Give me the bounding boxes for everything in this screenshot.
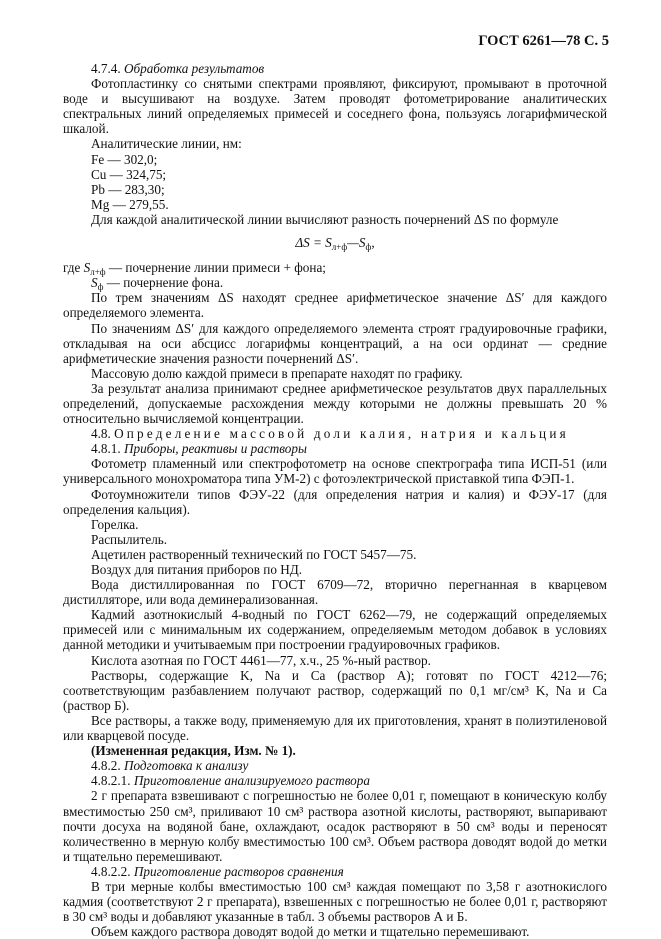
paragraph: Горелка.	[91, 516, 139, 532]
paragraph: По значениям ΔS′ для каждого определяемого элемента строят градуировочные графики, откладывая на оси абсцисс логарифмы концентраций, а на оси ординат — средние арифметические значения разности почернений ΔS′.	[63, 320, 607, 366]
list-item: Cu — 324,75;	[91, 166, 167, 182]
paragraph: Кадмий азотнокислый 4-водный по ГОСТ 6262—79, не содержащий определяемых примесей или с минимальным их содержанием, определяемым методом добавок в условиях данной методики и учитываемым при построении градуировочных графиков.	[63, 607, 607, 653]
paragraph: Фотоумножители типов ФЭУ-22 (для определения натрия и калия) и ФЭУ-17 (для определения кальция).	[63, 486, 607, 517]
paragraph: Вода дистиллированная по ГОСТ 6709—72, вторично перегнанная в кварцевом дистилляторе, или вода деминерализованная.	[63, 577, 607, 608]
list-item: Mg — 279,55.	[91, 196, 169, 212]
list-item: Fe — 302,0;	[91, 151, 158, 167]
formula-legend-2: $S_ф$ — почернение фона.	[91, 275, 224, 293]
paragraph: Кислота азотная по ГОСТ 4461—77, х.ч., 25 %-ный раствор.	[91, 652, 431, 668]
document-body	[63, 61, 607, 939]
paragraph: 2 г препарата взвешивают с погрешностью не более 0,01 г, помещают в коническую колбу вместимостью 250 см³, приливают 10 см³ раствора азотной кислоты, растворяют, выпаривают почти досуха на водяной бане, охлаждают, осадок растворяют в 50 см³ воды и переносят количественно в мерную колбу вместимостью 100 см³. Объем раствора доводят водой до метки и тщательно перемешивают.	[63, 788, 607, 864]
section-heading-4-8-2-1: 4.8.2.1. Приготовление анализируемого раствора	[91, 773, 370, 789]
section-heading-4-8-2-2: 4.8.2.2. Приготовление растворов сравнения	[91, 863, 344, 879]
paragraph: Аналитические линии, нм:	[91, 136, 242, 152]
paragraph: Распылитель.	[91, 531, 168, 547]
section-heading-4-8: 4.8. Определение массовой доли калия, натрия и кальция	[91, 426, 569, 442]
section-heading-4-8-1: 4.8.1. Приборы, реактивы и растворы	[91, 441, 307, 457]
paragraph: Объем каждого раствора доводят водой до метки и тщательно перемешивают.	[91, 924, 530, 939]
paragraph: Ацетилен растворенный технический по ГОСТ 5457—75.	[91, 546, 417, 562]
paragraph: Массовую долю каждой примеси в препарате находят по графику.	[91, 365, 463, 381]
paragraph: Для каждой аналитической линии вычисляют разность почернений ΔS по формуле	[91, 211, 559, 227]
paragraph: Воздух для питания приборов по НД.	[91, 562, 303, 577]
section-title: Обработка результатов	[123, 61, 265, 76]
page-header: ГОСТ 6261—78 С. 5	[478, 33, 609, 49]
paragraph: Фотометр пламенный или спектрофотометр на основе спектрографа типа ИСП-51 (или универсального монохроматора типа УМ-2) с фотоэлектрической приставкой типа ФЭП-1.	[63, 456, 607, 487]
paragraph: По трем значениям ΔS находят среднее арифметическое значение ΔS′ для каждого определяемого элемента.	[63, 290, 607, 321]
formula-legend-1: где $S_{л+ф}$ — почернение линии примеси + фона;	[63, 260, 326, 278]
section-number: 4.7.4.	[91, 61, 121, 76]
paragraph: Все растворы, а также воду, применяемую для их приготовления, хранят в полиэтиленовой или кварцевой посуде.	[63, 712, 607, 744]
section-heading-4-7-4	[63, 61, 607, 76]
paragraph: За результат анализа принимают среднее арифметическое результатов двух параллельных определений, допускаемые расхождения между которыми не должны превышать 20 % относительно вычисляемой концентрации.	[63, 380, 607, 427]
formula: $\Delta S = S_{л+ф}—S_ф$,	[295, 235, 375, 253]
paragraph: Фотопластинку со снятыми спектрами проявляют, фиксируют, промывают в проточной воде и высушивают на воздухе. Затем проводят фотометрирование аналитических спектральных линий определяемых примесей и соседнего фона, пользуясь логарифмической шкалой.	[63, 76, 607, 137]
paragraph: Растворы, содержащие K, Na и Ca (раствор А); готовят по ГОСТ 4212—76; соответствующим разбавлением получают раствор, содержащий по 0,1 мг/см³ K, Na и Ca (раствор Б).	[63, 667, 607, 713]
paragraph: В три мерные колбы вместимостью 100 см³ каждая помещают по 3,58 г азотнокислого кадмия (соответствуют 2 г препарата), взвешенных с погрешностью не более 0,01 г, растворяют в 30 см³ воды и добавляют указанные в табл. 3 объемы растворов А и Б.	[63, 878, 607, 925]
list-item: Pb — 283,30;	[91, 181, 165, 197]
amendment-note: (Измененная редакция, Изм. № 1).	[91, 743, 296, 759]
section-heading-4-8-2: 4.8.2. Подготовка к анализу	[91, 758, 249, 774]
